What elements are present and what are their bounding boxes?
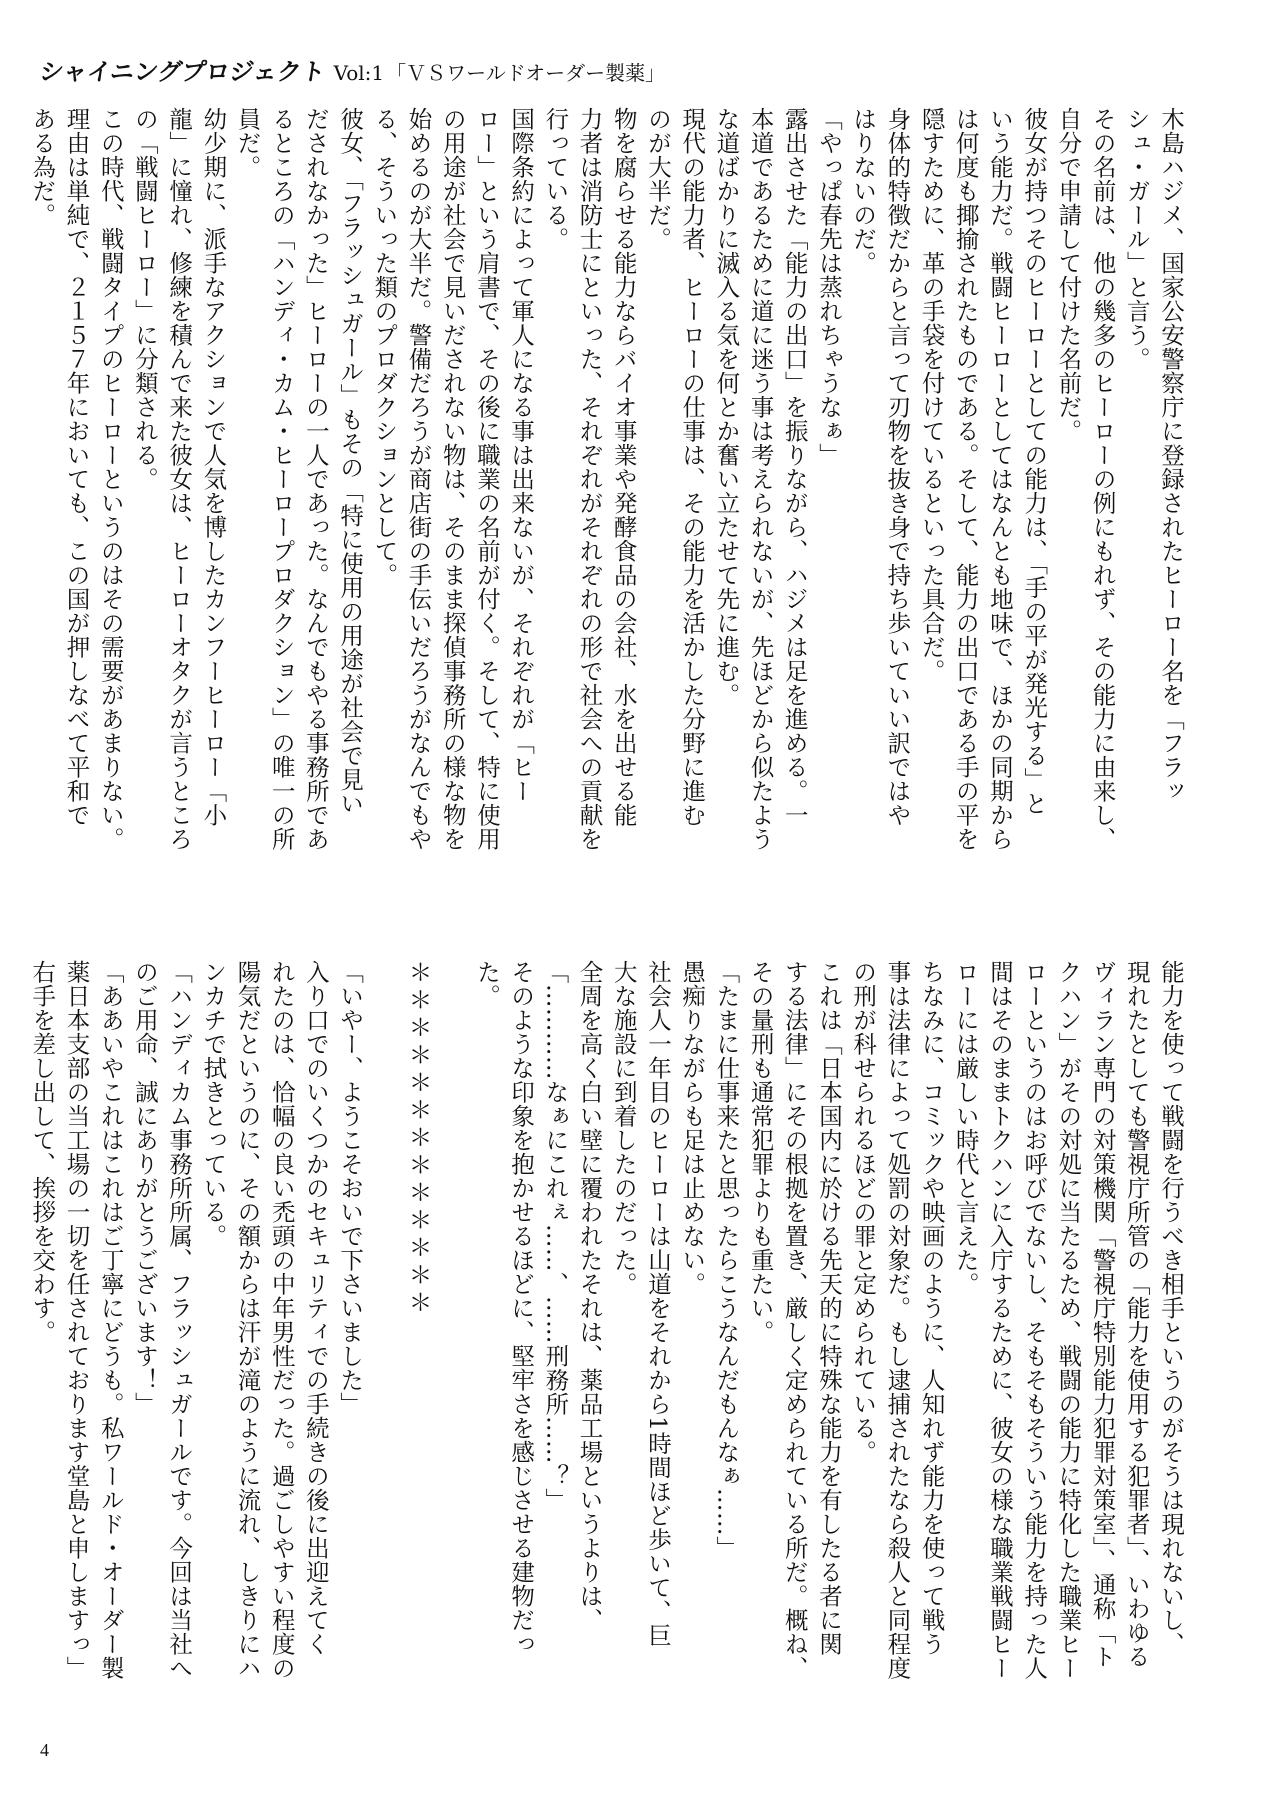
text-line: 能力を使って戦闘を行うべき相手というのがそうは現れないし、 bbox=[1157, 960, 1185, 1656]
text-line: 物を腐らせる能力ならバイオ事業や発酵食品の会社、水を出せる能 bbox=[609, 107, 638, 827]
text-line: クハン」がその対処に当たるため、戦闘の能力に特化した職業ヒー bbox=[1054, 960, 1083, 1680]
text-line: これは「日本国内に於ける先天的に特殊な能力を有したる者に関 bbox=[814, 960, 843, 1656]
text-line: いう能力だ。戦闘ヒーローとしてはなんとも地味で、ほかの同期から bbox=[985, 107, 1014, 851]
text-line: の刑が科せられるほどの罪と定められている。 bbox=[849, 960, 878, 1464]
text-line: な道ばかりに滅入る気を何とか奮い立たせて先に進む。 bbox=[712, 107, 741, 707]
text-line: 事は法律によって処罰の対象だ。もし逮捕されたなら殺人と同程度 bbox=[883, 960, 912, 1680]
text-line: シュ・ガール」と言う。 bbox=[1122, 107, 1151, 371]
text-line: はりないのだ。 bbox=[849, 107, 878, 275]
text-line: は何度も揶揄されたものである。そして、能力の出口である手の平を bbox=[951, 107, 980, 851]
text-line: 幼少期に、派手なアクションで人気を博したカンフーヒーロー「小 bbox=[199, 107, 228, 827]
text-line: 間はそのままトクハンに入庁するために、彼女の様な職業戦闘ヒー bbox=[985, 960, 1014, 1680]
text-line: 全周を高く白い壁に覆われたそれは、薬品工場というよりは、 bbox=[575, 960, 604, 1632]
text-line: 露出させた「能力の出口」を振りながら、ハジメは足を進める。一 bbox=[780, 107, 809, 827]
text-line: 身体的特徴だからと言って刃物を抜き身で持ち歩いていい訳ではや bbox=[883, 107, 912, 827]
episode-subtitle: 「ＶＳワールドオーダー製薬」 bbox=[386, 61, 666, 85]
text-line: だされなかった」ヒーローの一人であった。なんでもやる事務所であ bbox=[301, 107, 330, 851]
text-line: そのような印象を抱かせるほどに、堅牢さを感じさせる建物だっ bbox=[507, 960, 536, 1656]
text-line: 「いやー、ようこそおいで下さいました」 bbox=[336, 960, 365, 1416]
text-line: 薬日本支部の当工場の一切を任されております堂島と申しますっ」 bbox=[62, 960, 91, 1680]
blank-line bbox=[436, 960, 470, 1782]
lower-text-block bbox=[28, 960, 1188, 1782]
text-line: 陽気だというのに、その額からは汗が滝のように流れ、しきりにハ bbox=[233, 960, 262, 1680]
text-line: の「戦闘ヒーロー」に分類される。 bbox=[130, 107, 159, 491]
text-line: 社会人一年目のヒーローは山道をそれから1時間ほど歩いて、巨 bbox=[643, 960, 672, 1648]
text-line: 「たまに仕事来たと思ったらこうなんだもんなぁ……」 bbox=[712, 960, 741, 1560]
text-line: 「ああいやこれはこれはご丁寧にどうも。私ワールド・オーダー製 bbox=[96, 960, 125, 1680]
text-line: ヴィラン専門の対策機関「警視庁特別能力犯罪対策室」、通称「ト bbox=[1088, 960, 1117, 1669]
text-line: その名前は、他の幾多のヒーローの例にもれず、その能力に由来し、 bbox=[1088, 107, 1117, 851]
text-line: 彼女が持つそのヒーローとしての能力は、「手の平が発光する」と bbox=[1020, 107, 1049, 816]
text-line: 隠すために、革の手袋を付けているといった具合だ。 bbox=[917, 107, 946, 683]
blank-line bbox=[367, 960, 401, 1782]
text-line: のが大半だ。 bbox=[643, 107, 672, 251]
text-line: ローには厳しい時代と言えた。 bbox=[951, 960, 980, 1296]
page-number: 4 bbox=[40, 1740, 49, 1760]
text-line: た。 bbox=[472, 960, 501, 1008]
text-line: 理由は単純で、２１５７年においても、この国が押しなべて平和で bbox=[62, 107, 91, 827]
text-line: 国際条約によって軍人になる事は出来ないが、それぞれが「ヒー bbox=[507, 107, 536, 803]
text-line: 彼女、「フラッシュガール」もその「特に使用の用途が社会で見い bbox=[336, 107, 365, 816]
text-line: 龍」に憧れ、修練を積んで来た彼女は、ヒーローオタクが言うところ bbox=[165, 107, 194, 851]
text-line: その量刑も通常犯罪よりも重たい。 bbox=[746, 960, 775, 1344]
scene-break: ＊＊＊＊＊＊＊＊＊＊＊＊＊ bbox=[404, 960, 433, 1318]
text-line: る、そういった類のプロダクションとして。 bbox=[370, 107, 399, 587]
text-line: 愚痴りながらも足は止めない。 bbox=[678, 960, 707, 1296]
text-line: する法律」にその根拠を置き、厳しく定められている所だ。概ね、 bbox=[780, 960, 809, 1680]
text-line: 右手を差し出して、挨拶を交わす。 bbox=[28, 960, 57, 1344]
text-line: ロー」という肩書で、その後に職業の名前が付く。そして、特に使用 bbox=[472, 107, 501, 851]
running-header bbox=[37, 52, 840, 98]
volume-label: Vol:1 bbox=[333, 61, 385, 85]
text-line: 本道であるために道に迷う事は考えられないが、先ほどから似たよう bbox=[746, 107, 775, 851]
text-line: 「やっぱ春先は蒸れちゃうなぁ」 bbox=[814, 107, 843, 467]
text-line: ンカチで拭きとっている。 bbox=[199, 960, 228, 1248]
text-line: 自分で申請して付けた名前だ。 bbox=[1054, 107, 1083, 443]
text-line: 現代の能力者、ヒーローの仕事は、その能力を活かした分野に進む bbox=[678, 107, 707, 827]
text-line: 現れたとしても警視庁所管の「能力を使用する犯罪者」、いわゆる bbox=[1122, 960, 1151, 1669]
series-title: シャイニングプロジェクト bbox=[37, 58, 328, 86]
text-line: れたのは、恰幅の良い禿頭の中年男性だった。過ごしやすい程度の bbox=[267, 960, 296, 1680]
text-line: 入り口でのいくつかのセキュリティでの手続きの後に出迎えてく bbox=[301, 960, 330, 1656]
text-line: ちなみに、コミックや映画のように、人知れず能力を使って戦う bbox=[917, 960, 946, 1656]
text-line: 木島ハジメ、国家公安警察庁に登録されたヒーロー名を「フラッ bbox=[1157, 107, 1185, 803]
text-line: 大な施設に到着したのだった。 bbox=[609, 960, 638, 1296]
text-line: 力者は消防士にといった、それぞれがそれぞれの形で社会への貢献を bbox=[575, 107, 604, 851]
text-line: るところの「ハンディ・カム・ヒーロープロダクション」の唯一の所 bbox=[267, 107, 296, 851]
text-line: 「…………なぁにこれぇ……、……刑務所……？」 bbox=[541, 960, 570, 1512]
text-line: 行っている。 bbox=[541, 107, 570, 251]
text-line: ある為だ。 bbox=[28, 107, 57, 227]
text-line: のご用命、誠にありがとうございます！」 bbox=[130, 960, 159, 1416]
text-line: 始めるのが大半だ。警備だろうが商店街の手伝いだろうがなんでもや bbox=[404, 107, 433, 851]
text-line: の用途が社会で見いだされない物は、そのまま探偵事務所の様な物を bbox=[438, 107, 467, 851]
text-line: この時代、戦闘タイプのヒーローというのはその需要があまりない。 bbox=[96, 107, 125, 851]
text-line: ローというのはお呼びでないし、そもそもそういう能力を持った人 bbox=[1020, 960, 1049, 1680]
upper-text-block bbox=[28, 107, 1188, 929]
text-line: 「ハンディカム事務所所属、フラッシュガールです。今回は当社へ bbox=[165, 960, 194, 1680]
text-line: 員だ。 bbox=[233, 107, 262, 179]
